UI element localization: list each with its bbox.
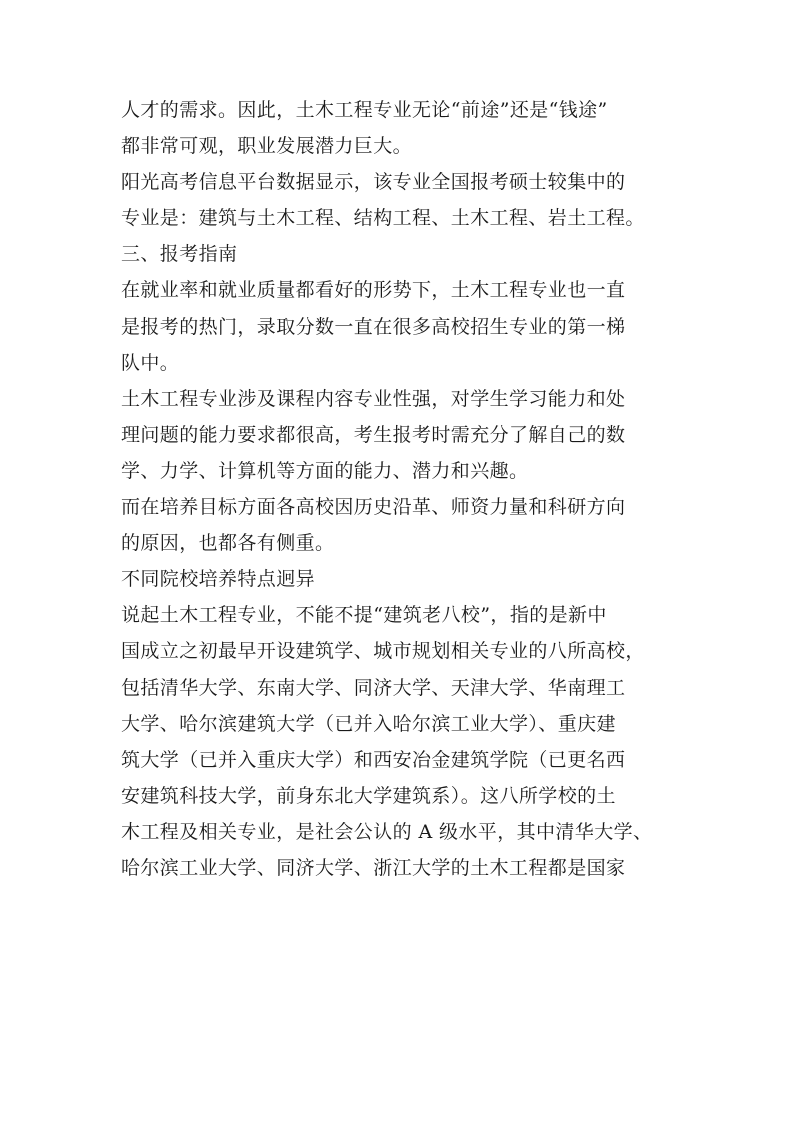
text-line: 而在培养目标方面各高校因历史沿革、师资力量和科研方向	[121, 496, 626, 519]
text-line: 安建筑科技大学，前身东北大学建筑系）。这八所学校的土	[121, 784, 616, 807]
text-line: 专业是：建筑与土木工程、结构工程、土木工程、岩土工程。	[121, 207, 645, 230]
text-line: 木工程及相关专业，是社会公认的 A 级水平，其中清华大学、	[121, 820, 653, 843]
text-line: 在就业率和就业质量都看好的形势下，土木工程专业也一直	[121, 279, 626, 302]
text-line: 哈尔滨工业大学、同济大学、浙江大学的土木工程都是国家	[121, 856, 626, 879]
text-line: 国成立之初最早开设建筑学、城市规划相关专业的八所高校，	[121, 640, 645, 663]
text-line: 大学、哈尔滨建筑大学（已并入哈尔滨工业大学）、重庆建	[121, 712, 616, 735]
text-line: 阳光高考信息平台数据显示，该专业全国报考硕士较集中的	[121, 171, 626, 194]
text-line: 都非常可观，职业发展潜力巨大。	[121, 135, 413, 158]
text-line: 筑大学（已并入重庆大学）和西安冶金建筑学院（已更名西	[121, 748, 626, 771]
subheading: 不同院校培养特点迥异	[121, 568, 316, 591]
document-body	[121, 92, 681, 886]
text-line: 的原因，也都各有侧重。	[121, 532, 335, 555]
text-line: 包括清华大学、东南大学、同济大学、天津大学、华南理工	[121, 676, 626, 699]
text-line: 队中。	[121, 351, 180, 374]
section-heading: 三、报考指南	[121, 243, 238, 266]
text-line: 说起土木工程专业，不能不提“建筑老八校”，指的是新中	[121, 604, 607, 627]
text-line: 土木工程专业涉及课程内容专业性强，对学生学习能力和处	[121, 387, 626, 410]
text-line: 人才的需求。因此，土木工程专业无论“前途”还是“钱途”	[121, 99, 608, 121]
text-line: 是报考的热门，录取分数一直在很多高校招生专业的第一梯	[121, 315, 626, 338]
text-line: 学、力学、计算机等方面的能力、潜力和兴趣。	[121, 459, 529, 482]
text-line: 理问题的能力要求都很高，考生报考时需充分了解自己的数	[121, 423, 626, 446]
